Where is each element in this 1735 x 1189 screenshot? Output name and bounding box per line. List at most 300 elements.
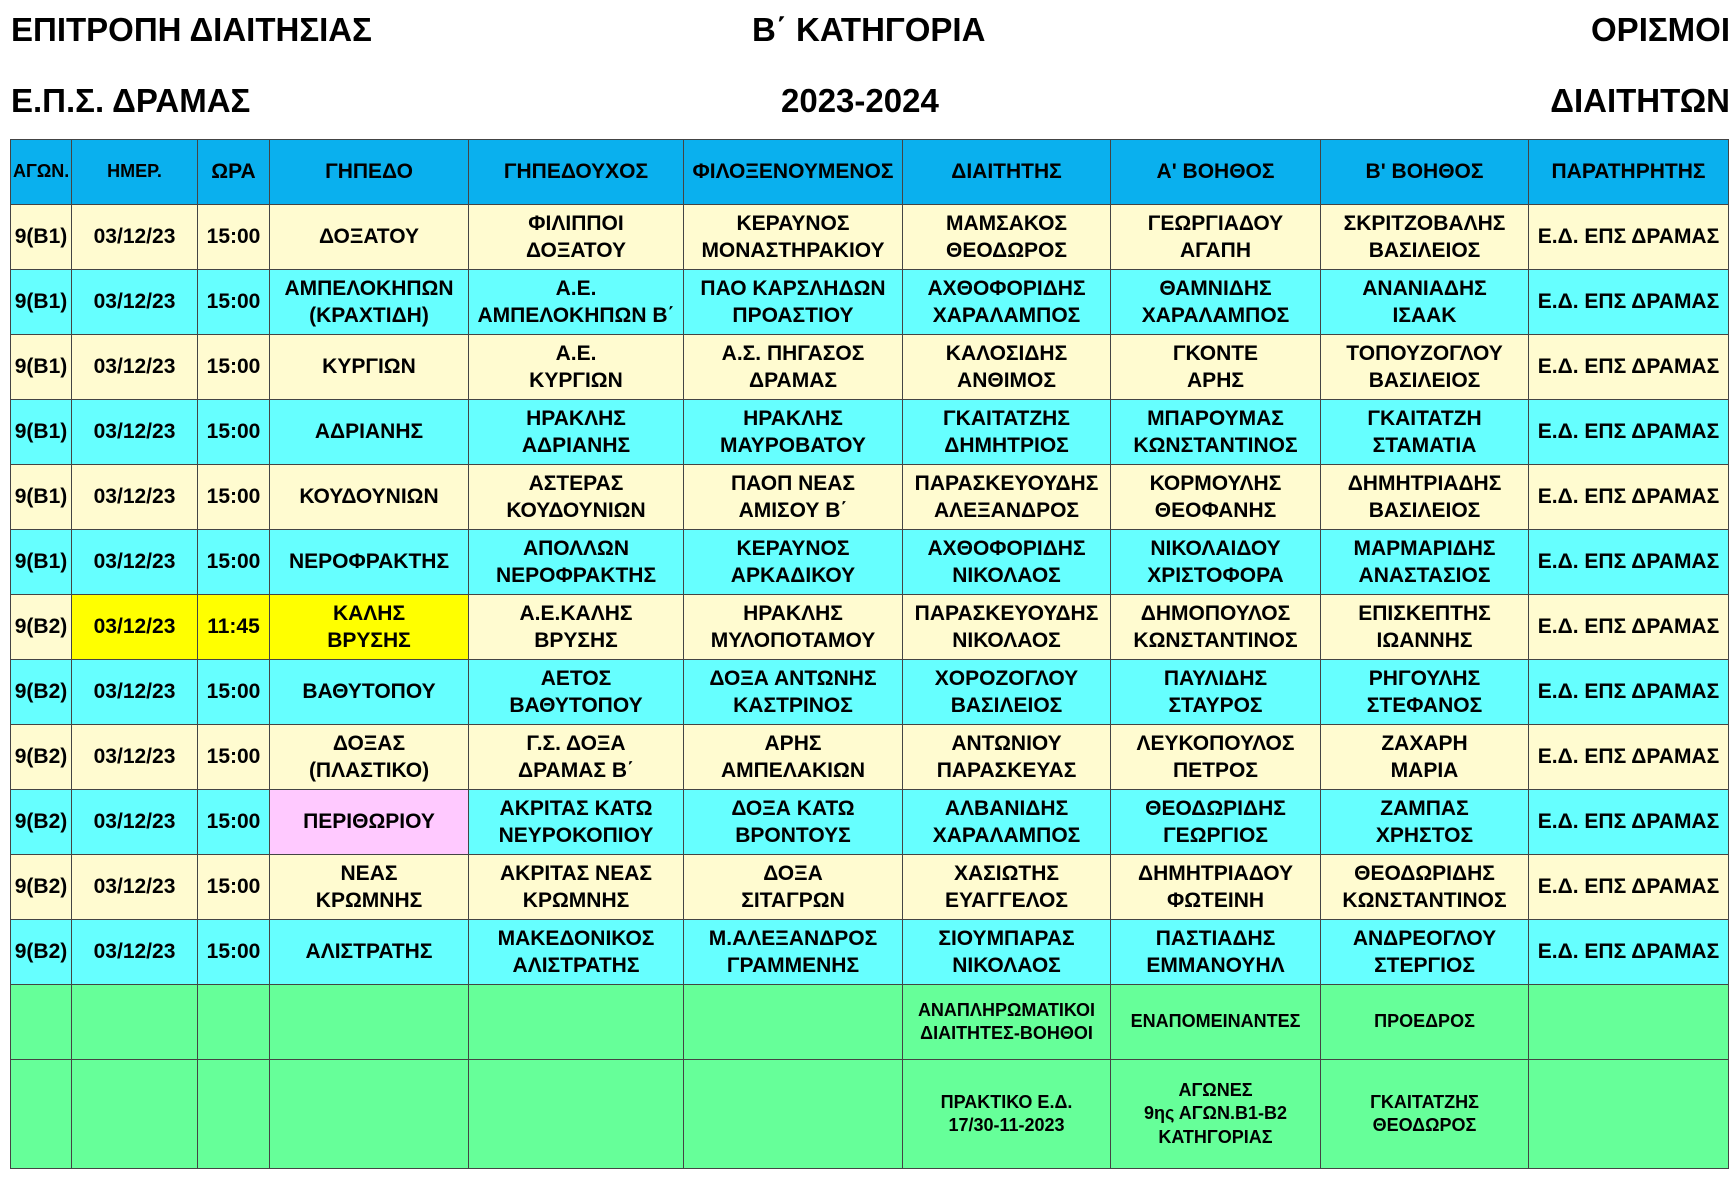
cell-line: ΑΝΤΩΝΙΟΥ xyxy=(951,731,1062,755)
cell-assistant-2 xyxy=(1321,660,1529,725)
cell-line: ΠΑΟΠ ΝΕΑΣ xyxy=(730,471,856,495)
footer-empty-cell xyxy=(1529,1060,1729,1169)
cell-line: ΖΑΜΠΑΣ xyxy=(1380,796,1469,820)
cell-line: ΑΓΑΠΗ xyxy=(1180,239,1251,262)
cell-line: ΣΙΟΥΜΠΑΡΑΣ xyxy=(938,926,1075,950)
cell-observer: Ε.Δ. ΕΠΣ ΔΡΑΜΑΣ xyxy=(1529,725,1729,790)
cell-away-team xyxy=(684,595,903,660)
col-header-observer: ΠΑΡΑΤΗΡΗΤΗΣ xyxy=(1529,140,1729,205)
cell-field xyxy=(270,400,469,465)
cell-line: ΚΟΥΔΟΥΝΙΩΝ xyxy=(506,499,646,522)
cell-line: ΔΟΞΑ ΚΑΤΩ xyxy=(731,796,855,820)
cell-referee xyxy=(903,270,1111,335)
cell-line: ΜΟΝΑΣΤΗΡΑΚΙΟΥ xyxy=(701,239,885,262)
cell-observer: Ε.Δ. ΕΠΣ ΔΡΑΜΑΣ xyxy=(1529,335,1729,400)
assignments-title: ΟΡΙΣΜΟΙ xyxy=(1591,11,1730,48)
cell-home-team xyxy=(469,465,684,530)
table-row xyxy=(11,335,1729,400)
cell-time: 15:00 xyxy=(198,855,270,920)
cell-time: 15:00 xyxy=(198,335,270,400)
cell-line: ΑΛΙΣΤΡΑΤΗΣ xyxy=(512,954,640,977)
cell-line: ΠΑΣΤΙΑΔΗΣ xyxy=(1155,926,1276,950)
cell-date: 03/12/23 xyxy=(72,855,198,920)
cell-assistant-1 xyxy=(1111,205,1321,270)
footer-empty-cell xyxy=(270,985,469,1060)
col-header-referee: ΔΙΑΙΤΗΤΗΣ xyxy=(903,140,1111,205)
cell-line: ΒΑΣΙΛΕΙΟΣ xyxy=(1368,239,1481,262)
cell-line: ΔΟΞΑ ΑΝΤΩΝΗΣ xyxy=(709,666,877,690)
cell-away-team xyxy=(684,530,903,595)
cell-referee xyxy=(903,335,1111,400)
cell-agon: 9(Β2) xyxy=(11,920,72,985)
cell-line: ΚΥΡΓΙΩΝ xyxy=(322,355,416,379)
footer-referee-note xyxy=(903,985,1111,1060)
footer-empty-cell xyxy=(684,1060,903,1169)
footer-empty-cell xyxy=(11,985,72,1060)
cell-line: Α.Ε. xyxy=(555,276,597,300)
cell-observer: Ε.Δ. ΕΠΣ ΔΡΑΜΑΣ xyxy=(1529,465,1729,530)
cell-line: ΣΤΑΥΡΟΣ xyxy=(1168,694,1263,717)
cell-line: ΔΗΜΗΤΡΙΑΔΟΥ xyxy=(1137,861,1294,885)
footer-assistant-1-note xyxy=(1111,985,1321,1060)
cell-line: ΠΑΥΛΙΔΗΣ xyxy=(1163,666,1268,690)
cell-line: ΑΡΗΣ xyxy=(764,731,822,755)
cell-home-team xyxy=(469,530,684,595)
cell-line: ΠΑΟ ΚΑΡΣΛΗΔΩΝ xyxy=(700,276,886,300)
cell-date: 03/12/23 xyxy=(72,660,198,725)
cell-assistant-1 xyxy=(1111,855,1321,920)
table-header-row xyxy=(11,140,1729,205)
cell-referee xyxy=(903,920,1111,985)
footer-empty-cell xyxy=(72,1060,198,1169)
cell-field xyxy=(270,920,469,985)
cell-observer: Ε.Δ. ΕΠΣ ΔΡΑΜΑΣ xyxy=(1529,530,1729,595)
cell-line: ΛΕΥΚΟΠΟΥΛΟΣ xyxy=(1136,731,1295,755)
cell-line: ΒΡΥΣΗΣ xyxy=(327,629,411,652)
season-title: 2023-2024 xyxy=(781,82,939,119)
cell-assistant-1 xyxy=(1111,335,1321,400)
cell-line: ΣΚΡΙΤΖΟΒΑΛΗΣ xyxy=(1343,211,1506,235)
cell-observer: Ε.Δ. ΕΠΣ ΔΡΑΜΑΣ xyxy=(1529,595,1729,660)
cell-line: ΓΚΑΙΤΑΤΖΗ xyxy=(1367,406,1482,430)
cell-assistant-2 xyxy=(1321,335,1529,400)
cell-home-team xyxy=(469,855,684,920)
cell-line: ΓΚΑΙΤΑΤΖΗΣ xyxy=(1370,1091,1479,1112)
cell-assistant-1 xyxy=(1111,790,1321,855)
cell-line: ΑΝΑΠΛΗΡΩΜΑΤΙΚΟΙ xyxy=(917,999,1096,1020)
table-row xyxy=(11,205,1729,270)
cell-line: ΒΡΟΝΤΟΥΣ xyxy=(735,824,851,847)
cell-line: ΔΗΜΟΠΟΥΛΟΣ xyxy=(1140,601,1291,625)
cell-assistant-1 xyxy=(1111,595,1321,660)
cell-line: ΚΕΡΑΥΝΟΣ xyxy=(736,211,850,235)
cell-time: 15:00 xyxy=(198,920,270,985)
cell-date: 03/12/23 xyxy=(72,595,198,660)
cell-away-team xyxy=(684,855,903,920)
cell-assistant-2 xyxy=(1321,920,1529,985)
cell-line: ΧΑΡΑΛΑΜΠΟΣ xyxy=(932,824,1081,847)
cell-assistant-2 xyxy=(1321,855,1529,920)
cell-line: ΒΑΣΙΛΕΙΟΣ xyxy=(1368,499,1481,522)
cell-time: 15:00 xyxy=(198,790,270,855)
cell-line: ΡΗΓΟΥΛΗΣ xyxy=(1368,666,1481,690)
cell-line: ΑΜΠΕΛΟΚΗΠΩΝ Β΄ xyxy=(477,304,675,327)
cell-line: ΘΕΟΔΩΡΟΣ xyxy=(1372,1115,1477,1135)
cell-line: ΦΙΛΙΠΠΟΙ xyxy=(528,211,624,235)
cell-line: ΠΕΡΙΘΩΡΙΟΥ xyxy=(303,810,435,834)
cell-line: ΙΩΑΝΝΗΣ xyxy=(1376,629,1473,652)
cell-line: ΝΙΚΟΛΑΟΣ xyxy=(952,629,1061,652)
committee-title: ΕΠΙΤΡΟΠΗ ΔΙΑΙΤΗΣΙΑΣ xyxy=(11,11,372,48)
cell-line: ΑΝΘΙΜΟΣ xyxy=(957,369,1056,392)
cell-line: Α.Σ. ΠΗΓΑΣΟΣ xyxy=(721,341,865,365)
cell-line: Γ.Σ. ΔΟΞΑ xyxy=(526,731,626,755)
cell-observer: Ε.Δ. ΕΠΣ ΔΡΑΜΑΣ xyxy=(1529,790,1729,855)
cell-assistant-2 xyxy=(1321,790,1529,855)
cell-field xyxy=(270,335,469,400)
footer-assistant-1-note xyxy=(1111,1060,1321,1169)
cell-time: 15:00 xyxy=(198,400,270,465)
cell-line: ΧΑΡΑΛΑΜΠΟΣ xyxy=(1141,304,1290,327)
category-title: Β΄ ΚΑΤΗΓΟΡΙΑ xyxy=(752,11,986,48)
cell-line: ΧΡΗΣΤΟΣ xyxy=(1375,824,1474,847)
cell-date: 03/12/23 xyxy=(72,920,198,985)
cell-line: ΚΑΤΗΓΟΡΙΑΣ xyxy=(1158,1126,1273,1147)
col-header-time: ΩΡΑ xyxy=(198,140,270,205)
cell-line: ΜΑΡΜΑΡΙΔΗΣ xyxy=(1353,536,1496,560)
cell-assistant-2 xyxy=(1321,530,1529,595)
cell-referee xyxy=(903,855,1111,920)
footer-empty-cell xyxy=(1529,985,1729,1060)
cell-line: ΠΑΡΑΣΚΕΥΟΥΔΗΣ xyxy=(914,471,1099,495)
cell-line: ΑΝΑΣΤΑΣΙΟΣ xyxy=(1358,564,1491,587)
cell-line: ΑΡΗΣ xyxy=(1187,369,1244,392)
cell-line: ΝΙΚΟΛΑΟΣ xyxy=(952,954,1061,977)
cell-line: ΒΑΘΥΤΟΠΟΥ xyxy=(509,694,643,717)
cell-away-team xyxy=(684,725,903,790)
cell-home-team xyxy=(469,335,684,400)
cell-field xyxy=(270,790,469,855)
table-row xyxy=(11,855,1729,920)
cell-line: ΚΟΡΜΟΥΛΗΣ xyxy=(1149,471,1282,495)
table-row xyxy=(11,595,1729,660)
cell-line: ΓΕΩΡΓΙΑΔΟΥ xyxy=(1147,211,1284,235)
cell-home-team xyxy=(469,270,684,335)
cell-line: ΑΛΙΣΤΡΑΤΗΣ xyxy=(305,940,433,964)
cell-away-team xyxy=(684,335,903,400)
cell-observer: Ε.Δ. ΕΠΣ ΔΡΑΜΑΣ xyxy=(1529,920,1729,985)
cell-agon: 9(Β1) xyxy=(11,530,72,595)
cell-line: ΔΡΑΜΑΣ Β΄ xyxy=(518,759,634,782)
cell-line: ΧΑΡΑΛΑΜΠΟΣ xyxy=(932,304,1081,327)
cell-home-team xyxy=(469,400,684,465)
cell-line: ΜΑΥΡΟΒΑΤΟΥ xyxy=(720,434,866,457)
cell-field xyxy=(270,530,469,595)
table-row xyxy=(11,530,1729,595)
cell-field xyxy=(270,595,469,660)
cell-line: ΣΤΕΡΓΙΟΣ xyxy=(1374,954,1475,977)
table-row xyxy=(11,270,1729,335)
cell-line: ΠΕΤΡΟΣ xyxy=(1173,759,1258,782)
cell-line: ΒΑΣΙΛΕΙΟΣ xyxy=(950,694,1063,717)
cell-field xyxy=(270,270,469,335)
cell-assistant-1 xyxy=(1111,465,1321,530)
col-header-date: ΗΜΕΡ. xyxy=(72,140,198,205)
footer-referee-note xyxy=(903,1060,1111,1169)
cell-date: 03/12/23 xyxy=(72,790,198,855)
cell-referee xyxy=(903,530,1111,595)
cell-line: ΒΡΥΣΗΣ xyxy=(534,629,618,652)
cell-line: ΗΡΑΚΛΗΣ xyxy=(743,601,843,625)
cell-line: ΝΕΡΟΦΡΑΚΤΗΣ xyxy=(495,564,657,587)
cell-agon: 9(Β2) xyxy=(11,725,72,790)
col-header-away: ΦΙΛΟΞΕΝΟΥΜΕΝΟΣ xyxy=(684,140,903,205)
table-row xyxy=(11,725,1729,790)
cell-line: ΕΝΑΠΟΜΕΙΝΑΝΤΕΣ xyxy=(1130,1011,1301,1032)
cell-line: ΚΡΩΜΝΗΣ xyxy=(315,889,423,912)
cell-line: ΠΡΑΚΤΙΚΟ Ε.Δ. xyxy=(940,1091,1073,1112)
cell-observer: Ε.Δ. ΕΠΣ ΔΡΑΜΑΣ xyxy=(1529,205,1729,270)
col-header-assistant-2: Β' ΒΟΗΘΟΣ xyxy=(1321,140,1529,205)
cell-date: 03/12/23 xyxy=(72,530,198,595)
cell-line: ΑΚΡΙΤΑΣ ΚΑΤΩ xyxy=(499,796,653,820)
cell-agon: 9(Β1) xyxy=(11,270,72,335)
cell-line: ΚΑΛΗΣ xyxy=(332,601,406,625)
footer-row xyxy=(11,1060,1729,1169)
cell-date: 03/12/23 xyxy=(72,205,198,270)
cell-date: 03/12/23 xyxy=(72,400,198,465)
cell-line: ΧΑΣΙΩΤΗΣ xyxy=(953,861,1060,885)
footer-assistant-2-note xyxy=(1321,1060,1529,1169)
cell-line: ΖΑΧΑΡΗ xyxy=(1381,731,1468,755)
cell-assistant-1 xyxy=(1111,660,1321,725)
cell-line: ΕΠΙΣΚΕΠΤΗΣ xyxy=(1358,601,1491,625)
cell-away-team xyxy=(684,660,903,725)
cell-assistant-1 xyxy=(1111,400,1321,465)
cell-line: ΔΗΜΗΤΡΙΟΣ xyxy=(944,434,1069,457)
cell-agon: 9(Β1) xyxy=(11,205,72,270)
cell-observer: Ε.Δ. ΕΠΣ ΔΡΑΜΑΣ xyxy=(1529,270,1729,335)
cell-referee xyxy=(903,725,1111,790)
cell-line: ΝΙΚΟΛΑΟΣ xyxy=(952,564,1061,587)
cell-line: ΘΕΟΔΩΡΙΔΗΣ xyxy=(1354,861,1495,885)
cell-field xyxy=(270,660,469,725)
cell-line: ΚΑΣΤΡΙΝΟΣ xyxy=(733,694,853,717)
cell-assistant-1 xyxy=(1111,270,1321,335)
cell-line: ΑΜΠΕΛΑΚΙΩΝ xyxy=(720,759,865,782)
cell-line: ΠΡΟΕΔΡΟΣ xyxy=(1374,1011,1475,1032)
cell-assistant-2 xyxy=(1321,270,1529,335)
footer-empty-cell xyxy=(469,1060,684,1169)
cell-line: ΑΓΩΝΕΣ xyxy=(1178,1079,1253,1100)
cell-line: ΚΑΛΟΣΙΔΗΣ xyxy=(945,341,1068,365)
cell-line: ΑΧΘΟΦΟΡΙΔΗΣ xyxy=(927,536,1086,560)
cell-line: ΔΟΞΑΤΟΥ xyxy=(318,225,419,249)
cell-line: ΧΡΙΣΤΟΦΟΡΑ xyxy=(1147,564,1284,587)
cell-line: ΜΥΛΟΠΟΤΑΜΟΥ xyxy=(710,629,876,652)
cell-line: ΝΕΡΟΦΡΑΚΤΗΣ xyxy=(288,550,450,574)
cell-line: (ΠΛΑΣΤΙΚΟ) xyxy=(308,759,430,782)
cell-date: 03/12/23 xyxy=(72,335,198,400)
cell-line: ΤΟΠΟΥΖΟΓΛΟΥ xyxy=(1346,341,1503,365)
cell-observer: Ε.Δ. ΕΠΣ ΔΡΑΜΑΣ xyxy=(1529,400,1729,465)
cell-field xyxy=(270,465,469,530)
cell-assistant-2 xyxy=(1321,595,1529,660)
cell-away-team xyxy=(684,465,903,530)
cell-line: Μ.ΑΛΕΞΑΝΔΡΟΣ xyxy=(708,926,878,950)
footer-empty-cell xyxy=(270,1060,469,1169)
cell-line: ΣΤΕΦΑΝΟΣ xyxy=(1366,694,1483,717)
cell-away-team xyxy=(684,920,903,985)
cell-date: 03/12/23 xyxy=(72,465,198,530)
cell-line: ΕΥΑΓΓΕΛΟΣ xyxy=(945,889,1068,912)
cell-line: ΔΟΞΑΣ xyxy=(332,731,406,755)
cell-line: ΓΡΑΜΜΕΝΗΣ xyxy=(726,954,860,977)
cell-field xyxy=(270,855,469,920)
cell-home-team xyxy=(469,205,684,270)
cell-agon: 9(Β1) xyxy=(11,400,72,465)
cell-line: ΑΝΔΡΕΟΓΛΟΥ xyxy=(1352,926,1497,950)
cell-home-team xyxy=(469,790,684,855)
cell-line: ΦΩΤΕΙΝΗ xyxy=(1166,889,1265,912)
federation-title: Ε.Π.Σ. ΔΡΑΜΑΣ xyxy=(11,82,251,119)
footer-empty-cell xyxy=(469,985,684,1060)
cell-agon: 9(Β2) xyxy=(11,660,72,725)
cell-line: ΔΟΞΑΤΟΥ xyxy=(525,239,626,262)
cell-line: ΙΣΑΑΚ xyxy=(1392,304,1457,327)
cell-line: ΠΑΡΑΣΚΕΥΑΣ xyxy=(936,759,1077,782)
cell-line: ΑΛΒΑΝΙΔΗΣ xyxy=(944,796,1069,820)
cell-referee xyxy=(903,205,1111,270)
cell-line: ΓΚΟΝΤΕ xyxy=(1172,341,1259,365)
cell-line: ΑΣΤΕΡΑΣ xyxy=(528,471,624,495)
cell-assistant-1 xyxy=(1111,920,1321,985)
cell-line: ΝΕΥΡΟΚΟΠΙΟΥ xyxy=(498,824,654,847)
col-header-home: ΓΗΠΕΔΟΥΧΟΣ xyxy=(469,140,684,205)
cell-line: ΑΧΘΟΦΟΡΙΔΗΣ xyxy=(927,276,1086,300)
cell-line: Α.Ε.ΚΑΛΗΣ xyxy=(519,601,633,625)
cell-line: ΘΑΜΝΙΔΗΣ xyxy=(1159,276,1272,300)
table-row xyxy=(11,790,1729,855)
table-row xyxy=(11,920,1729,985)
cell-home-team xyxy=(469,725,684,790)
cell-referee xyxy=(903,400,1111,465)
footer-empty-cell xyxy=(684,985,903,1060)
cell-referee xyxy=(903,790,1111,855)
cell-home-team xyxy=(469,660,684,725)
cell-time: 15:00 xyxy=(198,465,270,530)
col-header-field: ΓΗΠΕΔΟ xyxy=(270,140,469,205)
cell-time: 15:00 xyxy=(198,205,270,270)
cell-home-team xyxy=(469,595,684,660)
cell-time: 15:00 xyxy=(198,725,270,790)
table-row xyxy=(11,465,1729,530)
cell-line: ΑΛΕΞΑΝΔΡΟΣ xyxy=(933,499,1080,522)
cell-line: ΣΤΑΜΑΤΙΑ xyxy=(1372,434,1477,457)
cell-line: (ΚΡΑΧΤΙΔΗ) xyxy=(309,304,429,327)
table-row xyxy=(11,660,1729,725)
cell-line: 17/30-11-2023 xyxy=(948,1115,1065,1135)
cell-assistant-2 xyxy=(1321,465,1529,530)
cell-line: ΕΜΜΑΝΟΥΗΛ xyxy=(1146,954,1285,977)
cell-line: ΚΩΝΣΤΑΝΤΙΝΟΣ xyxy=(1342,889,1507,912)
cell-line: ΑΔΡΙΑΝΗΣ xyxy=(314,420,424,444)
cell-line: ΓΕΩΡΓΙΟΣ xyxy=(1163,824,1268,847)
cell-line: ΑΜΠΕΛΟΚΗΠΩΝ xyxy=(284,276,454,300)
cell-assistant-1 xyxy=(1111,530,1321,595)
cell-date: 03/12/23 xyxy=(72,725,198,790)
cell-referee xyxy=(903,660,1111,725)
cell-line: ΜΠΑΡΟΥΜΑΣ xyxy=(1147,406,1284,430)
cell-date: 03/12/23 xyxy=(72,270,198,335)
cell-line: ΚΥΡΓΙΩΝ xyxy=(529,369,623,392)
cell-line: ΑΝΑΝΙΑΔΗΣ xyxy=(1362,276,1487,300)
footer-empty-cell xyxy=(198,985,270,1060)
cell-assistant-1 xyxy=(1111,725,1321,790)
cell-line: ΘΕΟΔΩΡΙΔΗΣ xyxy=(1145,796,1286,820)
cell-referee xyxy=(903,595,1111,660)
cell-line: ΔΟΞΑ xyxy=(763,861,823,885)
cell-agon: 9(Β2) xyxy=(11,790,72,855)
cell-line: ΑΕΤΟΣ xyxy=(540,666,612,690)
cell-line: ΚΩΝΣΤΑΝΤΙΝΟΣ xyxy=(1133,434,1298,457)
cell-time: 15:00 xyxy=(198,660,270,725)
cell-field xyxy=(270,725,469,790)
cell-time: 11:45 xyxy=(198,595,270,660)
cell-time: 15:00 xyxy=(198,270,270,335)
cell-away-team xyxy=(684,270,903,335)
cell-line: ΣΙΤΑΓΡΩΝ xyxy=(741,889,845,912)
table-row xyxy=(11,400,1729,465)
cell-line: ΓΚΑΙΤΑΤΖΗΣ xyxy=(943,406,1070,430)
cell-line: ΧΟΡΟΖΟΓΛΟΥ xyxy=(934,666,1079,690)
cell-line: ΠΑΡΑΣΚΕΥΟΥΔΗΣ xyxy=(914,601,1099,625)
cell-line: ΠΡΟΑΣΤΙΟΥ xyxy=(732,304,854,327)
footer-row xyxy=(11,985,1729,1060)
cell-line: ΜΑΡΙΑ xyxy=(1390,759,1459,782)
referees-title: ΔΙΑΙΤΗΤΩΝ xyxy=(1550,82,1730,119)
cell-line: Α.Ε. xyxy=(555,341,597,365)
cell-line: ΝΕΑΣ xyxy=(340,861,398,885)
cell-line: ΔΡΑΜΑΣ xyxy=(749,369,837,392)
cell-line: ΘΕΟΦΑΝΗΣ xyxy=(1154,499,1277,522)
footer-assistant-2-note xyxy=(1321,985,1529,1060)
referee-assignments-table xyxy=(10,139,1729,1169)
cell-line: ΔΙΑΙΤΗΤΕΣ-ΒΟΗΘΟΙ xyxy=(920,1023,1093,1043)
cell-referee xyxy=(903,465,1111,530)
cell-agon: 9(Β1) xyxy=(11,335,72,400)
cell-line: ΑΔΡΙΑΝΗΣ xyxy=(521,434,631,457)
cell-away-team xyxy=(684,205,903,270)
col-header-agon: ΑΓΩΝ. xyxy=(11,140,72,205)
cell-away-team xyxy=(684,400,903,465)
cell-line: ΚΟΥΔΟΥΝΙΩΝ xyxy=(299,485,439,509)
cell-away-team xyxy=(684,790,903,855)
cell-line: ΗΡΑΚΛΗΣ xyxy=(526,406,626,430)
cell-line: ΒΑΣΙΛΕΙΟΣ xyxy=(1368,369,1481,392)
cell-line: ΜΑΚΕΔΟΝΙΚΟΣ xyxy=(497,926,655,950)
cell-time: 15:00 xyxy=(198,530,270,595)
cell-field xyxy=(270,205,469,270)
cell-assistant-2 xyxy=(1321,400,1529,465)
cell-agon: 9(Β2) xyxy=(11,595,72,660)
cell-assistant-2 xyxy=(1321,205,1529,270)
footer-empty-cell xyxy=(72,985,198,1060)
footer-empty-cell xyxy=(198,1060,270,1169)
cell-line: ΑΜΙΣΟΥ Β΄ xyxy=(738,499,848,522)
cell-home-team xyxy=(469,920,684,985)
cell-line: ΔΗΜΗΤΡΙΑΔΗΣ xyxy=(1347,471,1502,495)
